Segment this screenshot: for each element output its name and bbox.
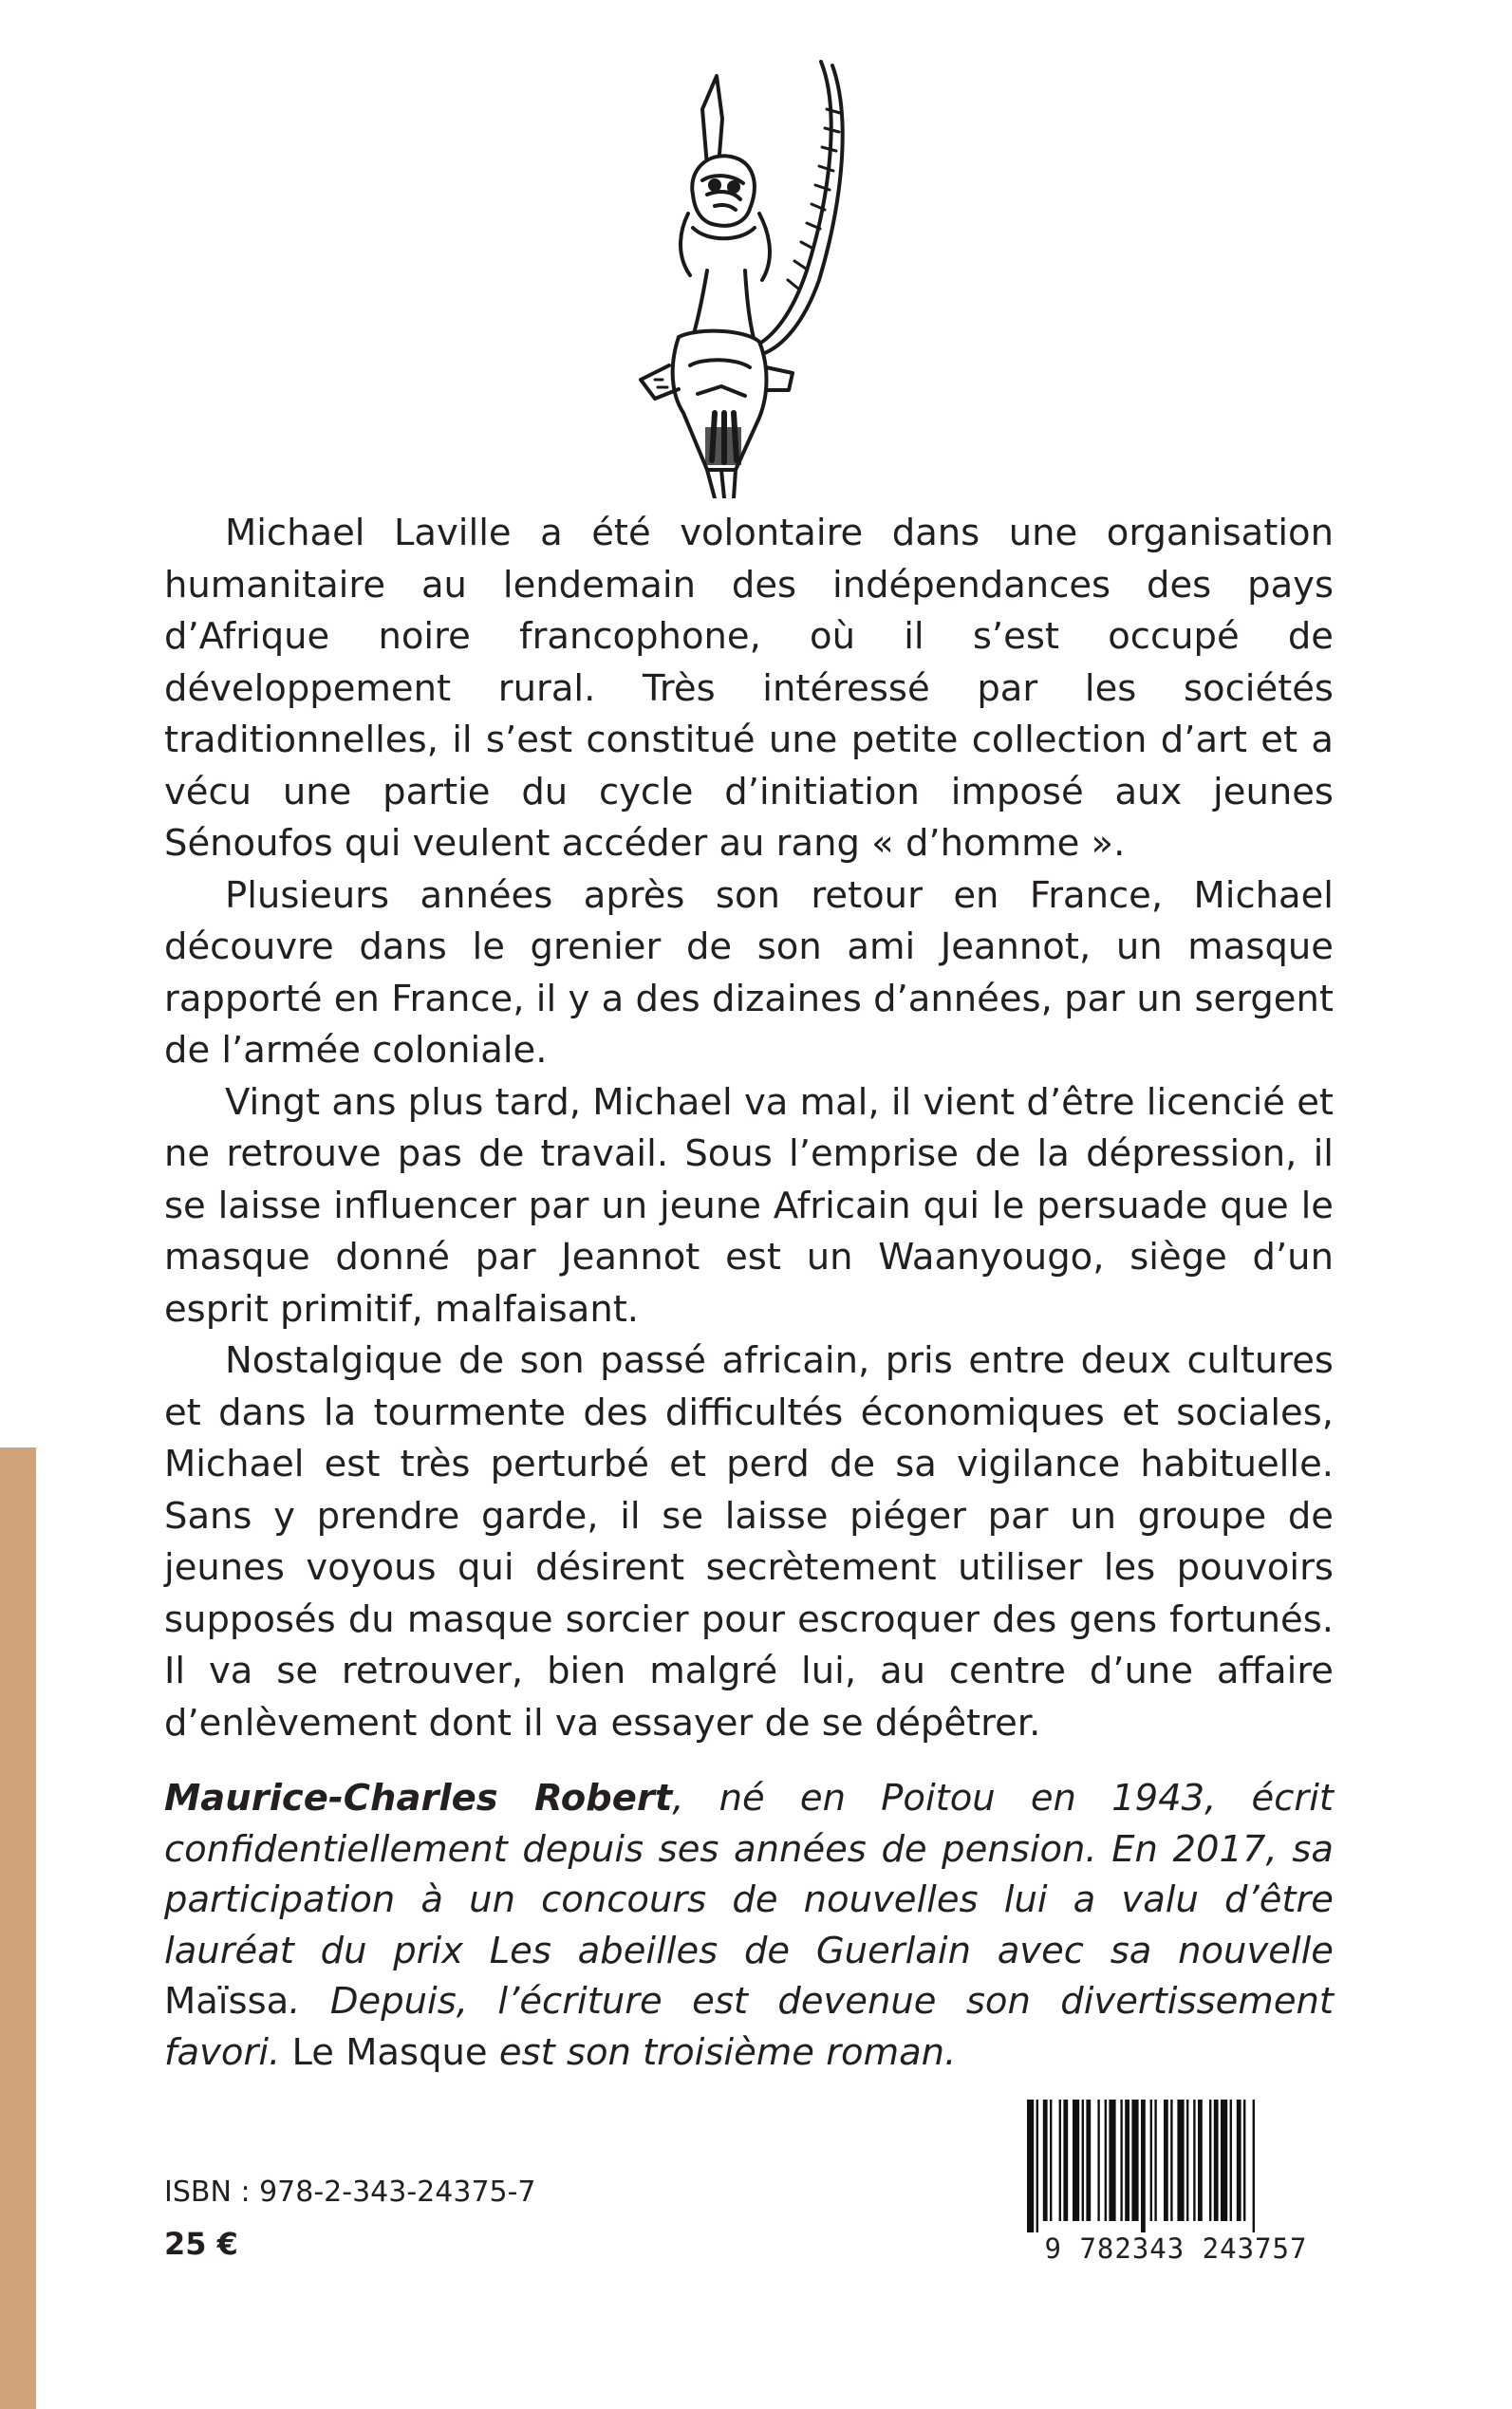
spine-color-strip [0, 1447, 36, 2409]
barcode-bar [1097, 2100, 1099, 2221]
barcode-bar [1027, 2100, 1034, 2232]
barcode-bar [1120, 2100, 1122, 2221]
barcode-bar [1150, 2100, 1152, 2221]
barcode-digits: 9 782343 243757 [1044, 2232, 1308, 2265]
barcode-bar [1141, 2100, 1146, 2232]
barcode-icon [1025, 2100, 1329, 2232]
novel-title: Le Masque [291, 2030, 488, 2074]
barcode-bar [1243, 2100, 1245, 2221]
barcode-bar [1198, 2100, 1203, 2221]
bio-text: , né en Poitou en 1943, écrit confidentiellement depuis ses années de pension. En 2017, sa participation à un concours de nouvelles lui a valu d’être lauréat du prix Les abeilles de Guerlain avec sa nouvelle [164, 1777, 1334, 1972]
barcode-bar [1063, 2100, 1068, 2221]
novella-title: Maïssa [164, 1980, 289, 2023]
blurb-paragraph: Nostalgique de son passé africain, pris entre deux cultures et dans la tourmente des difficultés économiques et sociales, Michael est très perturbé et perd de sa vigilance habituelle. Sans y prendre garde, il se laisse piéger par un groupe de jeunes voyous qui désirent secrètement utiliser les pouvoirs supposés du masque sorcier pour escroquer des gens fortunés. Il va se retrouver, bien malgré lui, au centre d’une affaire d’enlèvement dont il va essayer de se dépêtrer. [164, 1339, 1334, 1745]
barcode-bar [1237, 2100, 1241, 2221]
blurb-paragraph: Plusieurs années après son retour en France, Michael découvre dans le grenier de son ami Jeannot, un masque rapporté en France, il y a des dizaines d’années, par un sergent de l’armée coloniale. [164, 873, 1334, 1072]
barcode-bar [1193, 2100, 1195, 2221]
back-cover-blurb [164, 508, 1334, 1749]
barcode-bar [1043, 2100, 1048, 2221]
barcode-bar [1109, 2100, 1115, 2221]
barcode-bar [1082, 2100, 1084, 2221]
author-bio [164, 1773, 1334, 2078]
barcode-bar [1073, 2100, 1079, 2221]
barcode-bar [1186, 2100, 1188, 2221]
barcode-bar [1131, 2100, 1138, 2221]
mask-drawing-icon [603, 52, 859, 498]
barcode-bar [1253, 2100, 1255, 2232]
author-name: Maurice-Charles Robert [164, 1777, 673, 1820]
blurb-paragraph: Michael Laville a été volontaire dans une organisation humanitaire au lendemain des indépendances des pays d’Afrique noire francophone, où il s’est occupé de développement rural. Très intéressé par les sociétés traditionnelles, il s’est constitué une petite collection d’art et a vécu une partie du cycle d’initiation imposé aux jeunes Sénoufos qui veulent accéder au rang « d’homme ». [164, 512, 1334, 865]
barcode-bar [1177, 2100, 1184, 2221]
bio-text: est son troisième roman. [487, 2030, 957, 2074]
blurb-paragraph: Vingt ans plus tard, Michael va mal, il vient d’être licencié et ne retrouve pas de travail. Sous l’emprise de la dépression, il se laisse influencer par un jeune Africain qui le persuade que le masque donné par Jeannot est un Waanyougo, siège d’un esprit primitif, malfaisant. [164, 1080, 1334, 1331]
barcode-bar [1164, 2100, 1168, 2221]
bio-text: . Depuis, l’écriture est devenue son divertissement favori. [164, 1980, 1334, 2074]
barcode-bar [1209, 2100, 1211, 2221]
barcode-bar [1059, 2100, 1061, 2221]
barcode-bar [1154, 2100, 1156, 2221]
barcode-bar [1170, 2100, 1172, 2221]
barcode-bar [1221, 2100, 1227, 2221]
barcode-bar [1214, 2100, 1219, 2221]
barcode-bar [1036, 2100, 1038, 2232]
price: 25 € [164, 2226, 238, 2262]
barcode-bar [1125, 2100, 1129, 2221]
barcode-bar [1050, 2100, 1052, 2221]
isbn: ISBN : 978-2-343-24375-7 [164, 2176, 536, 2209]
barcode-bar [1086, 2100, 1091, 2221]
barcode-bar [1230, 2100, 1232, 2221]
barcode-bar [1105, 2100, 1107, 2221]
